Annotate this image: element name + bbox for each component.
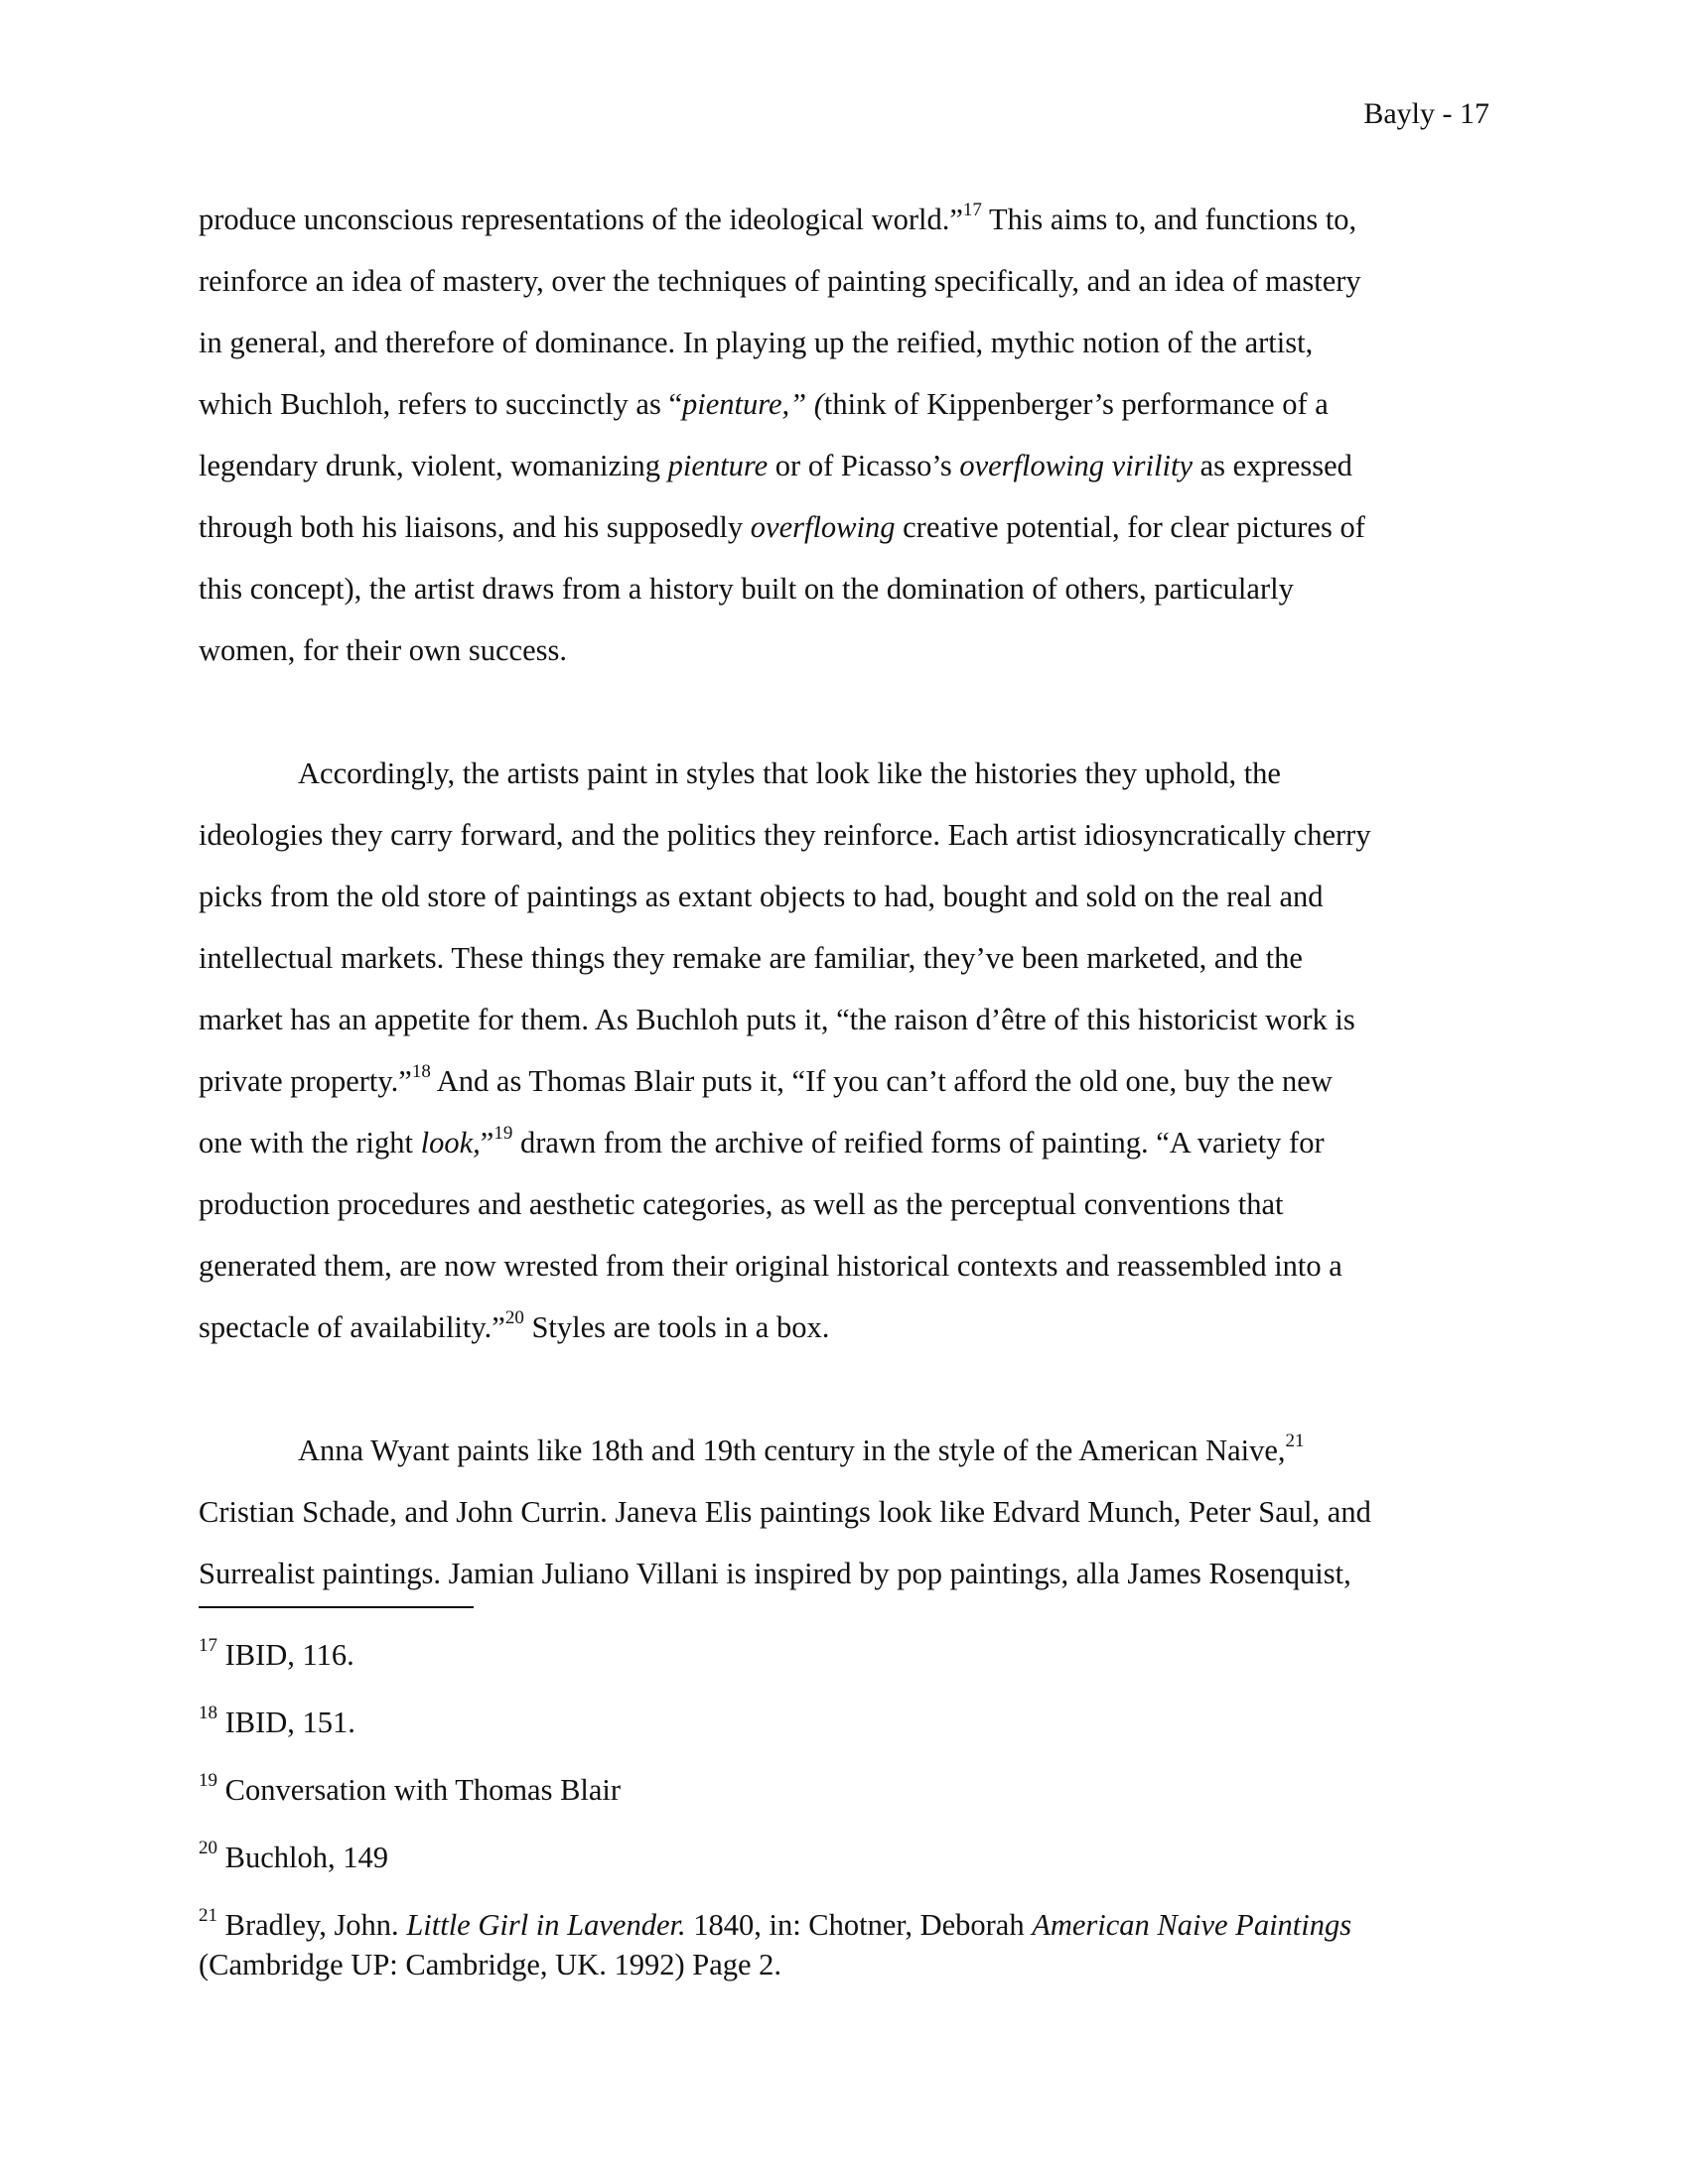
text-run: or of Picasso’s <box>768 449 960 482</box>
text-run: Conversation with Thomas Blair <box>217 1773 622 1807</box>
body-line <box>199 1124 1325 1161</box>
italic-text: Little Girl in Lavender. <box>406 1908 686 1942</box>
italic-text: pienture <box>667 449 769 482</box>
text-run: (Cambridge UP: Cambridge, UK. 1992) Page 2. <box>199 1948 782 1981</box>
body-line <box>199 1185 1284 1223</box>
body-line <box>199 878 1324 915</box>
footnote-ref: 17 <box>962 199 982 220</box>
text-run: Cristian Schade, and John Currin. Janeva Elis paintings look like Edvard Munch, Peter Saul, and <box>199 1495 1371 1529</box>
body-line <box>199 1493 1371 1531</box>
italic-text: pienture,” ( <box>682 387 824 421</box>
text-run: through both his liaisons, and his supposedly <box>199 510 751 544</box>
italic-text: overflowing virility <box>959 449 1193 482</box>
footnote-line <box>199 1946 781 1983</box>
footnote-ref: 17 <box>199 1634 217 1656</box>
text-run: creative potential, for clear pictures of <box>895 510 1365 544</box>
text-run: Styles are tools in a box. <box>523 1310 830 1344</box>
text-run: Accordingly, the artists paint in styles that look like the histories they uphold, the <box>298 756 1281 790</box>
body-line <box>199 1308 829 1346</box>
text-run: this concept), the artist draws from a history built on the domination of others, particularly <box>199 572 1294 606</box>
footnote-ref: 19 <box>493 1122 513 1144</box>
text-run: intellectual markets. These things they remake are familiar, they’ve been marketed, and the <box>199 941 1303 975</box>
footnote-ref: 18 <box>199 1702 217 1723</box>
text-run: This aims to, and functions to, <box>981 203 1357 236</box>
text-run: women, for their own success. <box>199 633 567 667</box>
footnote-ref: 19 <box>199 1769 217 1791</box>
text-run: picks from the old store of paintings as extant objects to had, bought and sold on the real and <box>199 880 1324 913</box>
text-run: 1840, in: Chotner, Deborah <box>685 1908 1033 1942</box>
text-run: generated them, are now wrested from their original historical contexts and reassembled into a <box>199 1249 1342 1283</box>
body-line <box>199 262 1361 300</box>
text-run: And as Thomas Blair puts it, “If you can’t afford the old one, buy the new <box>430 1064 1333 1098</box>
body-line <box>199 324 1313 361</box>
text-run: in general, and therefore of dominance. In playing up the reified, mythic notion of the artist, <box>199 326 1314 359</box>
text-run: Bradley, John. <box>217 1908 407 1942</box>
footnote-line <box>199 1906 1351 1944</box>
footnote-line <box>199 1636 354 1674</box>
text-run: Buchloh, 149 <box>217 1841 388 1874</box>
text-run: IBID, 151. <box>217 1706 355 1739</box>
body-line <box>199 939 1303 977</box>
text-run: private property.” <box>199 1064 412 1098</box>
body-line <box>199 1001 1355 1038</box>
body-line <box>199 1247 1342 1285</box>
body-line <box>199 570 1294 608</box>
text-run: legendary drunk, violent, womanizing <box>199 449 668 482</box>
italic-text: overflowing <box>750 510 896 544</box>
text-run: spectacle of availability.” <box>199 1310 505 1344</box>
italic-text: look, <box>420 1126 481 1160</box>
footnote-ref: 18 <box>411 1060 431 1082</box>
text-run: ideologies they carry forward, and the politics they reinforce. Each artist idiosyncratically cherry <box>199 818 1371 852</box>
text-run: ” <box>480 1126 494 1160</box>
footnote-ref: 21 <box>1285 1430 1305 1451</box>
text-run: Anna Wyant paints like 18th and 19th century in the style of the American Naive, <box>298 1433 1286 1467</box>
text-run: as expressed <box>1192 449 1352 482</box>
page-header: Bayly - 17 <box>1363 97 1489 130</box>
body-line <box>199 631 567 669</box>
text-run: one with the right <box>199 1126 421 1160</box>
footnote-ref: 21 <box>199 1904 217 1926</box>
footnote-divider <box>199 1606 474 1608</box>
text-run: Surrealist paintings. Jamian Juliano Villani is inspired by pop paintings, alla James Rosenquist, <box>199 1557 1351 1590</box>
footnote-line <box>199 1839 388 1876</box>
footnote-line <box>199 1771 621 1809</box>
body-line <box>199 201 1356 238</box>
text-run: reinforce an idea of mastery, over the techniques of painting specifically, and an idea of mastery <box>199 264 1361 298</box>
body-line <box>199 447 1352 484</box>
body-line <box>199 385 1329 423</box>
footnote-ref: 20 <box>504 1306 524 1328</box>
text-run: produce unconscious representations of the ideological world.” <box>199 203 963 236</box>
text-run: which Buchloh, refers to succinctly as “ <box>199 387 683 421</box>
body-line <box>199 816 1371 854</box>
body-line <box>199 508 1365 546</box>
italic-text: American Naive Paintings <box>1032 1908 1352 1942</box>
footnote-ref: 20 <box>199 1837 217 1858</box>
body-line <box>199 1062 1333 1100</box>
text-run: production procedures and aesthetic categories, as well as the perceptual conventions that <box>199 1187 1284 1221</box>
body-line <box>199 1555 1351 1592</box>
text-run: IBID, 116. <box>217 1638 354 1672</box>
text-run: think of Kippenberger’s performance of a <box>823 387 1329 421</box>
text-run: market has an appetite for them. As Buchloh puts it, “the raison d’être of this historicist work is <box>199 1003 1355 1036</box>
body-line <box>298 1432 1305 1469</box>
text-run: drawn from the archive of reified forms of painting. “A variety for <box>512 1126 1325 1160</box>
footnote-line <box>199 1704 355 1741</box>
body-line <box>298 754 1281 792</box>
